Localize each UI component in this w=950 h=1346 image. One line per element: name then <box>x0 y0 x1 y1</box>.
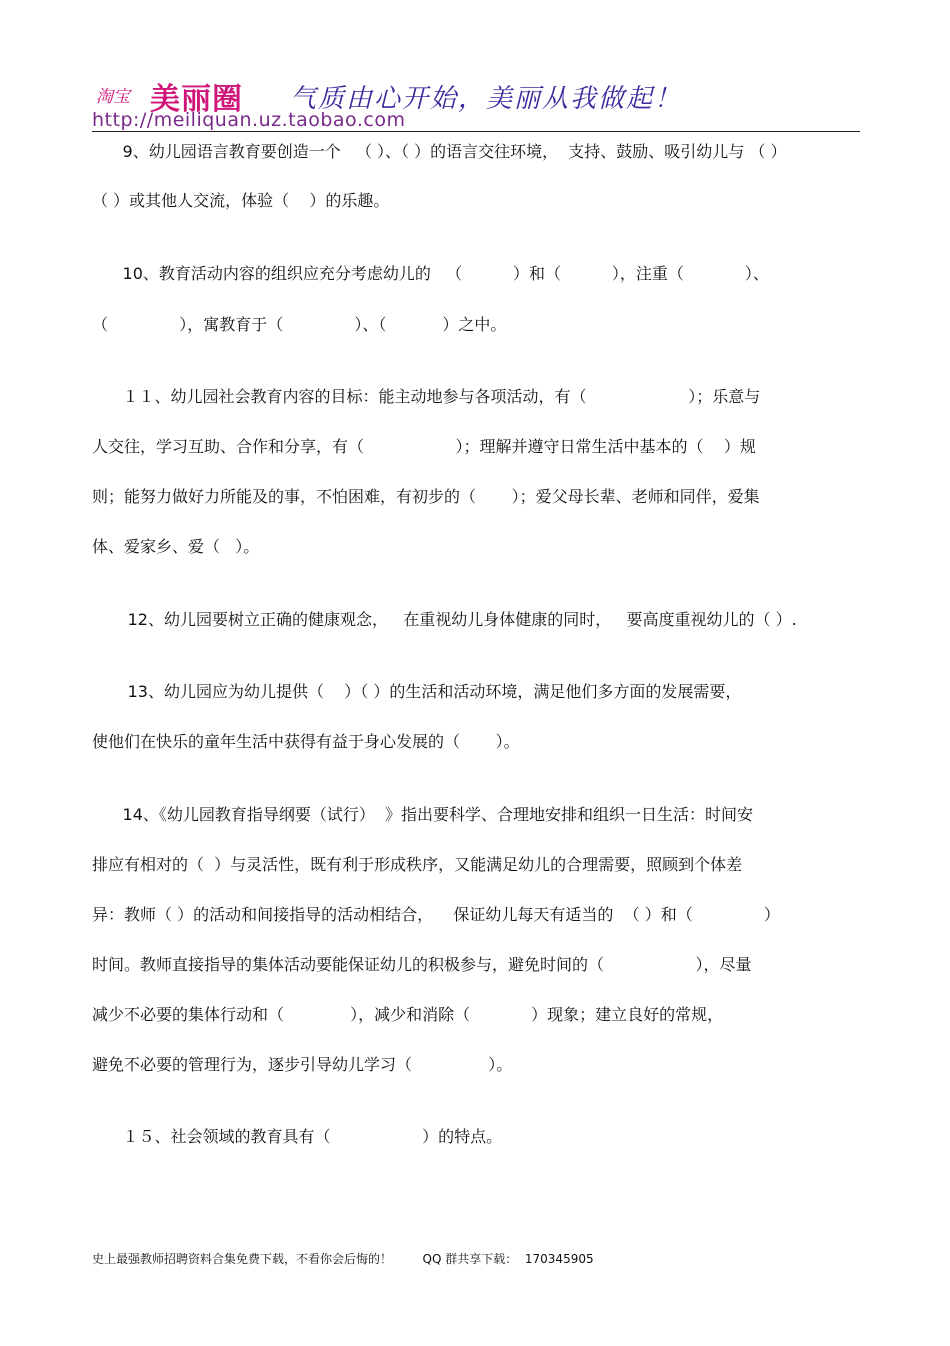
question-14-line-3: 异：教师（ ）的活动和间接指导的活动相结合， 保证幼儿每天有适当的 （ ）和（ ） <box>92 905 780 924</box>
footer-qq-label: QQ 群共享下载： <box>422 1252 518 1266</box>
question-11-line-1: １１、幼儿园社会教育内容的目标：能主动地参与各项活动，有（ ）；乐意与 <box>92 387 761 406</box>
question-9-line-2: （ ）或其他人交流，体验（ ）的乐趣。 <box>92 191 390 210</box>
question-10-line-1: 10、教育活动内容的组织应充分考虑幼儿的 （ ）和（ ），注重（ ）、 <box>92 264 769 283</box>
question-11-line-2: 人交往，学习互助、合作和分享，有（ ）；理解并遵守日常生活中基本的（ ）规 <box>92 437 756 456</box>
footer-promo: 史上最强教师招聘资料合集免费下载，不看你会后悔的！ <box>92 1252 393 1266</box>
shop-small-label: 淘宝 <box>96 87 130 107</box>
slogan: 气质由心开始，美丽从我做起！ <box>290 84 683 114</box>
shop-name-logo: 美丽圈 <box>150 82 243 117</box>
question-13-line-2: 使他们在快乐的童年生活中获得有益于身心发展的（ ）。 <box>92 732 520 751</box>
question-14-line-1: 14、《幼儿园教育指导纲要（试行） 》指出要科学、合理地安排和组织一日生活：时间安 <box>92 805 754 824</box>
question-11-line-4: 体、爱家乡、爱（ ）。 <box>92 537 260 556</box>
question-14-line-6: 避免不必要的管理行为，逐步引导幼儿学习（ ）。 <box>92 1055 513 1074</box>
question-14-line-5: 减少不必要的集体行动和（ ），减少和消除（ ）现象；建立良好的常规， <box>92 1005 724 1024</box>
page-footer <box>92 1250 594 1267</box>
question-13-line-1: 13、幼儿园应为幼儿提供（ ）（ ）的生活和活动环境，满足他们多方面的发展需要， <box>92 682 742 701</box>
question-10-line-2: （ ），寓教育于（ ）、（ ）之中。 <box>92 315 507 334</box>
footer-qq-number: 170345905 <box>524 1252 594 1266</box>
question-14-line-4: 时间。教师直接指导的集体活动要能保证幼儿的积极参与，避免时间的（ ），尽量 <box>92 955 752 974</box>
question-9-line-1: 9、幼儿园语言教育要创造一个 （ ）、（ ）的语言交往环境， 支持、鼓励、吸引幼儿与 （ ） <box>92 142 787 161</box>
question-15-line-1: １５、社会领域的教育具有（ ）的特点。 <box>92 1127 503 1146</box>
question-12-line-1: 12、幼儿园要树立正确的健康观念， 在重视幼儿身体健康的同时， 要高度重视幼儿的（ ）. <box>92 610 797 629</box>
question-14-line-2: 排应有相对的（ ）与灵活性，既有利于形成秩序，又能满足幼儿的合理需要，照顾到个体差 <box>92 855 743 874</box>
page-header <box>92 76 860 132</box>
shop-url[interactable]: http://meiliquan.uz.taobao.com <box>92 109 406 131</box>
header-divider <box>92 131 860 132</box>
question-11-line-3: 则；能努力做好力所能及的事，不怕困难，有初步的（ ）；爱父母长辈、老师和同伴，爱集 <box>92 487 760 506</box>
